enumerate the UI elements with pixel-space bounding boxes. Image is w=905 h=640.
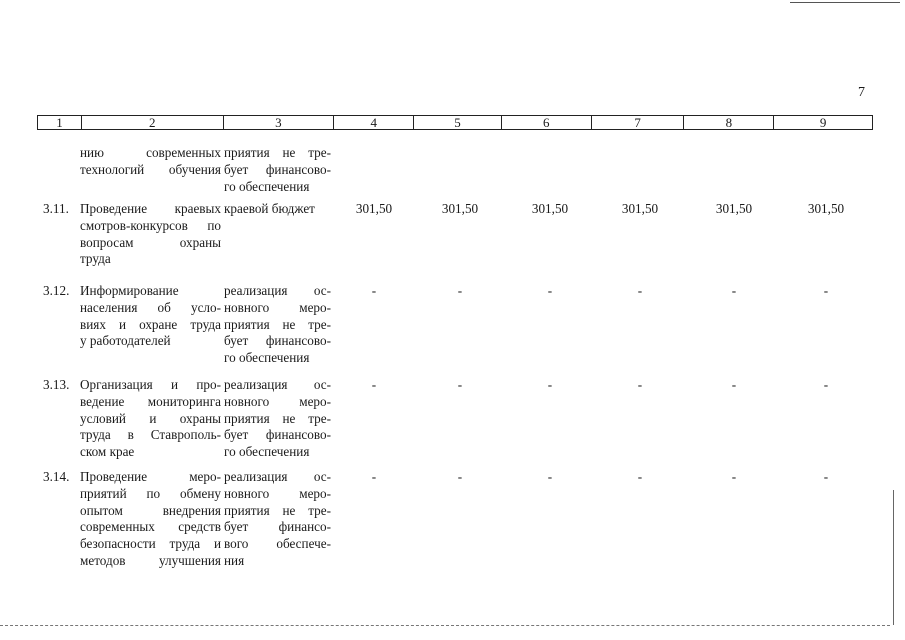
value-cell: - — [731, 377, 737, 392]
value-cell: - — [371, 377, 377, 392]
source-line: краевой бюджет — [224, 201, 315, 216]
description-line: вопросам охраны — [80, 234, 221, 250]
source-line: приятия не тре- — [224, 316, 331, 332]
description-line: виях и охране труда — [80, 316, 221, 332]
description-line: безопасности труда и — [80, 536, 221, 552]
source-line: реализация ос- — [224, 377, 331, 392]
scan-artifact-line — [790, 2, 900, 3]
value-cell: - — [371, 283, 377, 298]
description-line: у работодателей — [80, 333, 171, 349]
source-line: бует финансово- — [224, 427, 331, 443]
value-cell: - — [637, 469, 643, 484]
value-cell: - — [823, 283, 829, 298]
value-cell: - — [731, 469, 737, 484]
header-col-7: 7 — [592, 116, 685, 129]
source-line: ния — [224, 553, 245, 568]
value-cell: 301,50 — [531, 201, 569, 216]
source-line: го обеспечения — [224, 444, 310, 460]
value-cell: 301,50 — [715, 201, 753, 216]
source-line: го обеспечения — [224, 350, 310, 366]
source-line: приятия не тре- — [224, 145, 331, 160]
description-line: ском крае — [80, 444, 135, 460]
header-col-3: 3 — [224, 116, 335, 129]
value-cell: - — [731, 283, 737, 298]
header-col-8: 8 — [684, 116, 774, 129]
source-line: бует финансово- — [224, 333, 331, 349]
source-line: приятия не тре- — [224, 502, 331, 518]
header-col-1: 1 — [38, 116, 82, 129]
description-line: технологий обучения — [80, 161, 221, 177]
description-line: населения об усло- — [80, 299, 221, 315]
table-header-row — [37, 115, 873, 130]
description-line: труда — [80, 251, 111, 267]
source-line: бует финансо- — [224, 519, 331, 535]
description-line: Проведение меро- — [80, 469, 221, 484]
row-number: 3.13. — [43, 377, 70, 392]
description-line: приятий по обмену — [80, 485, 221, 501]
scan-artifact-edge-line — [893, 490, 894, 625]
description-line: смотров-конкурсов по — [80, 217, 221, 233]
page-number: 7 — [858, 85, 865, 100]
row-number: 3.11. — [43, 201, 69, 216]
description-line: труда в Ставрополь- — [80, 427, 221, 443]
header-col-5: 5 — [414, 116, 502, 129]
value-cell: 301,50 — [355, 201, 393, 216]
value-cell: 301,50 — [441, 201, 479, 216]
source-line: приятия не тре- — [224, 410, 331, 426]
source-line: реализация ос- — [224, 283, 331, 298]
row-number: 3.12. — [43, 283, 70, 298]
value-cell: - — [547, 377, 553, 392]
value-cell: 301,50 — [807, 201, 845, 216]
value-cell: - — [371, 469, 377, 484]
source-line: го обеспечения — [224, 178, 310, 194]
description-line: условий и охраны — [80, 410, 221, 426]
source-line: новного меро- — [224, 299, 331, 315]
source-line: вого обеспече- — [224, 536, 331, 552]
value-cell: - — [547, 469, 553, 484]
value-cell: - — [547, 283, 553, 298]
header-col-2: 2 — [82, 116, 224, 129]
value-cell: - — [457, 283, 463, 298]
source-line: новного меро- — [224, 485, 331, 501]
value-cell: - — [637, 283, 643, 298]
description-line: методов улучшения — [80, 553, 221, 568]
scan-artifact-bottom-line — [0, 625, 890, 626]
source-line: новного меро- — [224, 393, 331, 409]
value-cell: 301,50 — [621, 201, 659, 216]
description-line: Информирование — [80, 283, 179, 298]
header-col-6: 6 — [502, 116, 592, 129]
value-cell: - — [823, 469, 829, 484]
description-line: Организация и про- — [80, 377, 221, 392]
row-number: 3.14. — [43, 469, 70, 484]
description-line: современных средств — [80, 519, 221, 535]
description-line: ведение мониторинга — [80, 393, 221, 409]
header-col-4: 4 — [334, 116, 414, 129]
value-cell: - — [457, 469, 463, 484]
value-cell: - — [823, 377, 829, 392]
value-cell: - — [637, 377, 643, 392]
value-cell: - — [457, 377, 463, 392]
header-col-9: 9 — [819, 115, 827, 130]
description-line: нию современных — [80, 145, 221, 160]
source-line: бует финансово- — [224, 161, 331, 177]
description-line: опытом внедрения — [80, 502, 221, 518]
source-line: реализация ос- — [224, 469, 331, 484]
description-line: Проведение краевых — [80, 201, 221, 216]
